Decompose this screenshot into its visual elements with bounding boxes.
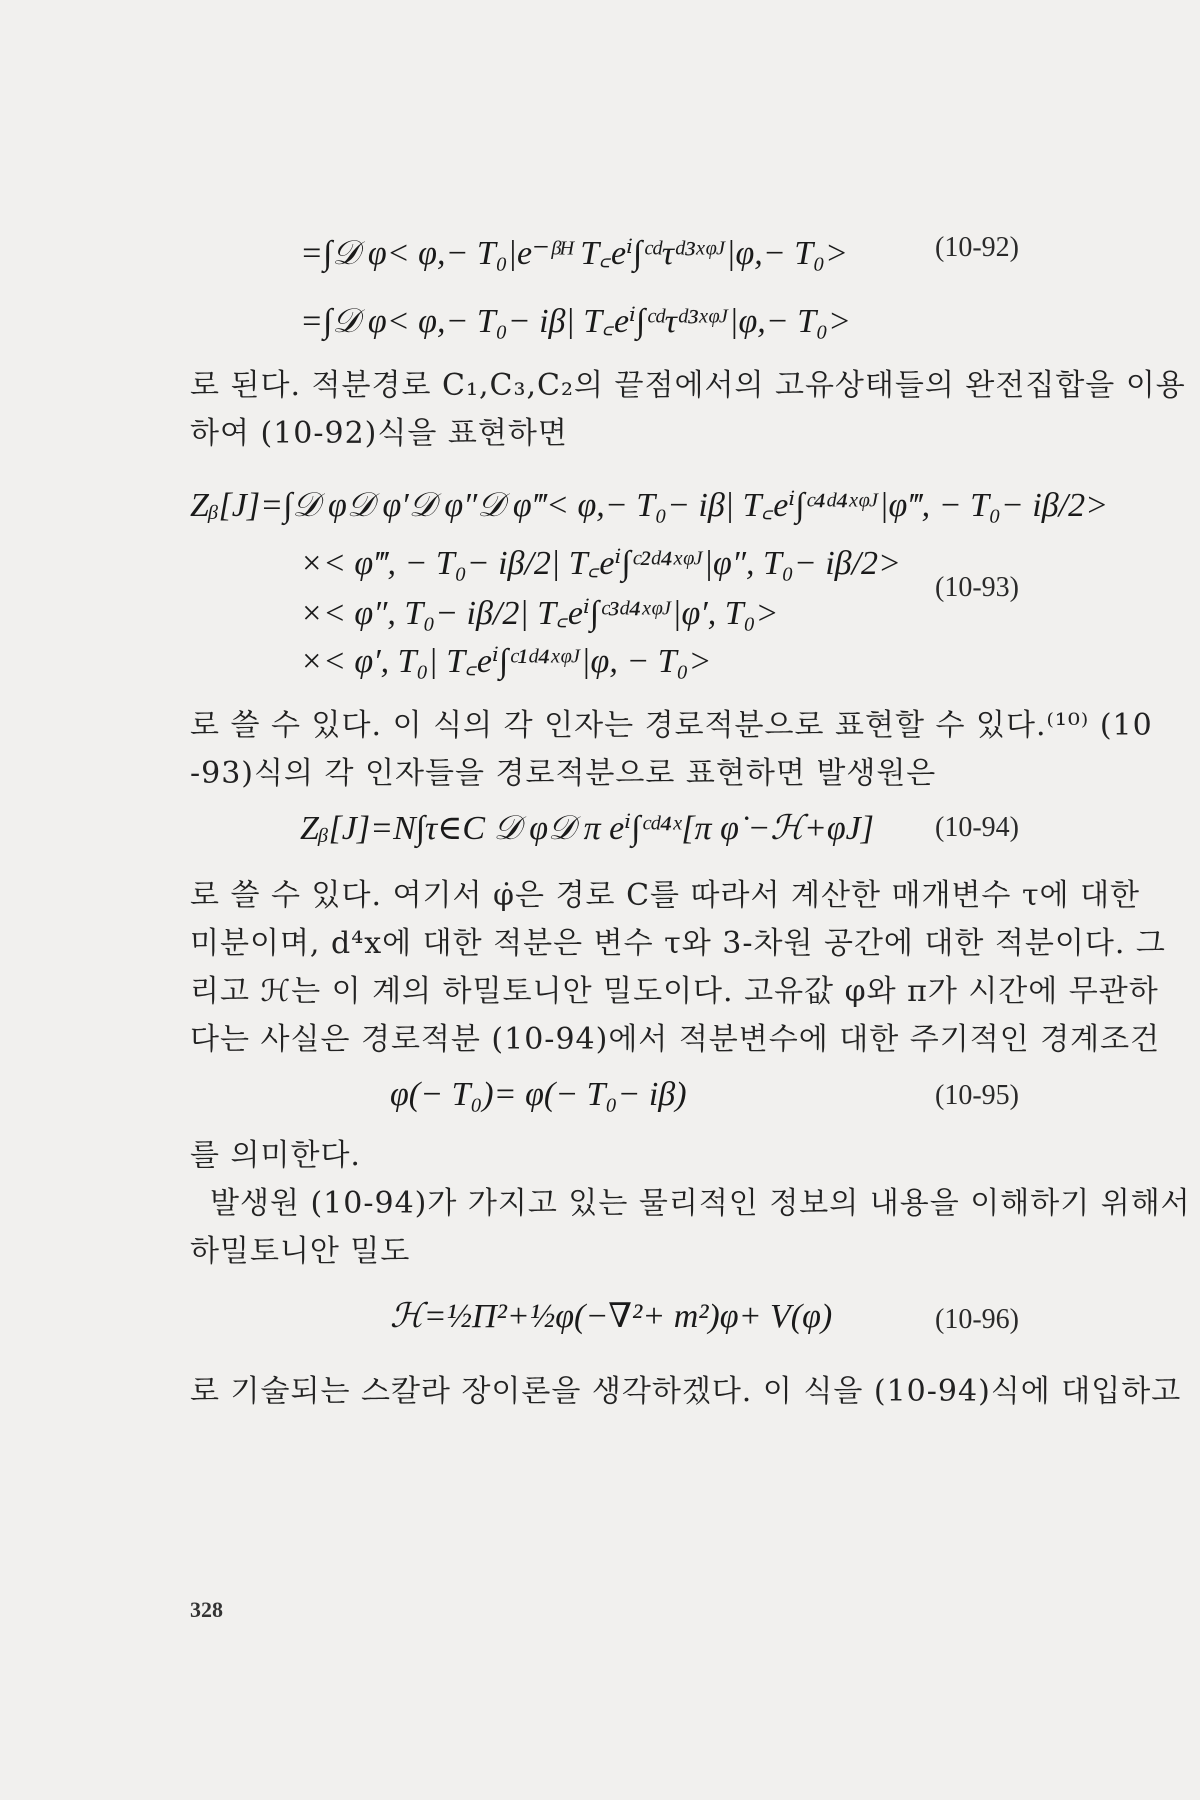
equation-number-10-96: (10-96): [935, 1304, 1019, 1335]
paragraph-3-line-3: 리고 ℋ는 이 계의 하밀토니안 밀도이다. 고유값 φ와 π가 시간에 무관하: [190, 974, 1159, 1009]
paragraph-3-line-2: 미분이며, d⁴x에 대한 적분은 변수 τ와 3-차원 공간에 대한 적분이다. 그: [190, 926, 1166, 961]
paragraph-6-line-1: 로 기술되는 스칼라 장이론을 생각하겠다. 이 식을 (10-94)식에 대입하고: [190, 1374, 1182, 1409]
paragraph-5-line-1: 발생원 (10-94)가 가지고 있는 물리적인 정보의 내용을 이해하기 위해서: [210, 1186, 1191, 1221]
paragraph-1-line-2: 하여 (10-92)식을 표현하면: [190, 416, 568, 451]
equation-10-92-line2: =∫𝒟 φ< φ,− T₀− iβ| T꜀eⁱ∫ᶜᵈτᵈ³ˣᵠᴶ|φ,− T₀>: [300, 303, 851, 340]
page-number: 328: [190, 1597, 223, 1622]
equation-10-94: Zᵦ[J]=N∫τ∈C 𝒟 φ𝒟 π eⁱ∫ᶜᵈ⁴ˣ[π φ̇ −ℋ+φJ]: [300, 810, 875, 847]
equation-10-95: φ(− T₀)= φ(− T₀− iβ): [390, 1076, 687, 1113]
paragraph-5-line-2: 하밀토니안 밀도: [190, 1234, 411, 1269]
equation-10-96: ℋ=½Π²+½φ(−∇²+ m²)φ+ V(φ): [390, 1298, 833, 1335]
equation-10-93-line2: ×< φ‴, − T₀− iβ/2| T꜀eⁱ∫ᶜ²ᵈ⁴ˣᵠᴶ|φ″, T₀− iβ/2>: [300, 545, 901, 582]
equation-number-10-95: (10-95): [935, 1080, 1019, 1111]
paragraph-1-line-1: 로 된다. 적분경로 C₁,C₃,C₂의 끝점에서의 고유상태들의 완전집합을 이용: [190, 368, 1186, 403]
paragraph-3-line-1: 로 쓸 수 있다. 여기서 φ̇은 경로 C를 따라서 계산한 매개변수 τ에 대한: [190, 878, 1141, 913]
equation-number-10-93: (10-93): [935, 572, 1019, 603]
paragraph-2-line-1: 로 쓸 수 있다. 이 식의 각 인자는 경로적분으로 표현할 수 있다.⁽¹⁰⁾ (10: [190, 708, 1153, 743]
equation-10-92-line1: =∫𝒟 φ< φ,− T₀|e⁻ᵝᴴ T꜀eⁱ∫ᶜᵈτᵈ³ˣᵠᴶ|φ,− T₀>: [300, 235, 848, 272]
equation-10-93-line4: ×< φ′, T₀| T꜀eⁱ∫ᶜ¹ᵈ⁴ˣᵠᴶ|φ, − T₀>: [300, 643, 712, 680]
paragraph-3-line-4: 다는 사실은 경로적분 (10-94)에서 적분변수에 대한 주기적인 경계조건: [190, 1022, 1161, 1057]
equation-10-93-line3: ×< φ″, T₀− iβ/2| T꜀eⁱ∫ᶜ³ᵈ⁴ˣᵠᴶ|φ′, T₀>: [300, 595, 779, 632]
paragraph-4-line-1: 를 의미한다.: [190, 1138, 361, 1173]
paragraph-2-line-2: -93)식의 각 인자들을 경로적분으로 표현하면 발생원은: [190, 756, 937, 791]
equation-number-10-92: (10-92): [935, 232, 1019, 263]
equation-number-10-94: (10-94): [935, 812, 1019, 843]
equation-10-93-line1: Zᵦ[J]=∫𝒟 φ𝒟 φ′𝒟 φ″𝒟 φ‴< φ,− T₀− iβ| T꜀eⁱ∫ᶜ⁴ᵈ⁴ˣᵠᴶ|φ‴, − T₀− iβ/2>: [190, 487, 1109, 524]
